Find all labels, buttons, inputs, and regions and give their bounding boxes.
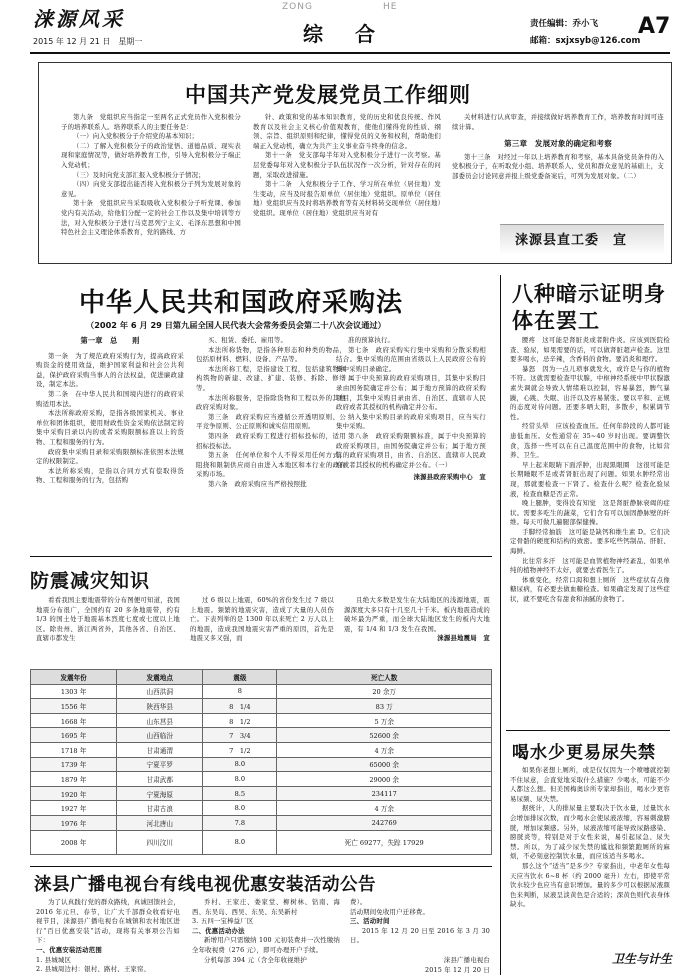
- article-1-col-3: 关材料进行认真审查，并接续做好培养教育工作，培养教育时间可连续计算。 第三章 发展对象的确定和考察 第十三条 对经过一年以上培养教育和考察，基本具备党员条件的入党积极分子，在听取党小组、培养联系人、党员和群众意见的基础上，支部委员会讨论同意并报上级党委备案后，可列为发展对象。（二）: [452, 113, 664, 180]
- article-3-source: 涞源县地震局 宣: [437, 634, 490, 643]
- email-label: 邮箱：sxjxsyb@126.com: [530, 36, 641, 46]
- article-3-col-3: 且绝大多数是发生在大陆地区的浅源地震，震源深度大多只有十几至几十千米。板内地震造成的破坏最为严重，而全球大陆地区发生的板内大地震，有 1/4 和 1/3 发生在我国。 涞源县地震局 宣: [344, 596, 490, 643]
- table-row: 1920 年 宁夏海原 8.5 234117: [31, 786, 492, 801]
- newspaper-title: 涞源风采: [33, 7, 125, 31]
- chapter-1-heading: 第一章 总 则: [80, 336, 140, 345]
- article-1-col-2: 针、政策和党的基本知识教育，党的历史和优良传统、作风教育以及社会主义核心价值观教育，使他们懂得党的性质、纲领、宗旨、组织原则和纪律，懂得党员的义务和权利，帮助他们端正入党动机，确立为共产主义事业奋斗终身的信念。 第十一条 党支部每半年对入党积极分子进行一次考察。基层党委每年对入党积极分子队伍状况作一次分析，针对存在的问题，采取改进措施。 第十二条 入党积极分子工作、学习所在单位（居住地）发生变动，应当及时报告原单位（居住地）党组织。原单位（居住地）党组织应当及时将培养教育等有关材料转交现单位（居住地）党组织。现单位（居住地）党组织应当对有: [253, 113, 441, 217]
- article-6-body: 如果你老想上厕所，或是仅仅因为一个喷嚏就控制不住尿意，会直觉地采取什么措施？少喝水，可能不少人都这么想。但美国梅奥诊所专家却指出，喝水少更容易尿频、尿失禁。 据统计，人的排尿量主要取决于饮水量，过量饮水会增加排尿次数，而少喝水会使尿液浓缩，容易刺激膀胱，增加尿频感。另外，尿液浓缩可能导致尿路感染、膀胱炎等，特别是对于女性来说，易引起尿急、尿失禁。所以，为了减少尿失禁的尴尬和频繁跑厕所的麻烦，不必刻意控制饮水量，而应该适当多喝水。 那么这个“适当”是多少？专家指出，中老年女性每天应当饮水 6~8 杯（约 2000 毫升）左右，即使平常饮水较少也应当有意识增加。量的多少可以根据尿液颜色来判断，尿液呈淡黄色是合适的；深黄色则代表身体缺水。: [510, 766, 670, 909]
- article-4-col-3: 费）。 活动期间免收用户迁移费。 三、活动时间 2015 年 12 月 20 日至 2016 年 3 月 30 日。 涞县广播电视台 2015 年 12 月 20 日: [350, 898, 490, 974]
- page-number: A7: [638, 14, 671, 39]
- col-magnitude: 震级: [203, 670, 277, 685]
- table-row: 1739 年 宁夏平罗 8.0 65000 余: [31, 757, 492, 772]
- article-2-subtitle: （2002 年 6 月 29 日第九届全国人民代表大会常务委员会第二十八次会议通过）: [86, 320, 386, 330]
- table-row: 1668 年 山东莒县 8 1/2 5 万余: [31, 713, 492, 728]
- col-deaths: 死亡人数: [277, 670, 492, 685]
- table-row: 1718 年 甘肃通渭 7 1/2 4 万余: [31, 742, 492, 757]
- table-row: 1556 年 陕西华县 8 1/4 83 万: [31, 699, 492, 714]
- article-3-col-1: 看看我国主要地震带的分布图便可知道，我国地震分布很广，全国约有 20 多条地震带，约有 1/3 的国土处于地震基本烈度七度或七度以上地区。除贵州、浙江两省外，其他各省、自治区、直辖市都发生: [36, 596, 180, 643]
- article-6-title: 喝水少更易尿失禁: [512, 743, 656, 763]
- article-5-title: 八种暗示证明身体在罢工: [512, 281, 666, 333]
- table-row: 1927 年 甘肃古浪 8.0 4 万余: [31, 801, 492, 816]
- table-row: 1303 年 山西洪洞 8 20 余万: [31, 684, 492, 699]
- table-row: 1976 年 河北唐山 7.8 242769: [31, 815, 492, 830]
- article-2-col-3: 准的预算执行。 第七条 政府采购实行集中采购和分散采购相结合。集中采购的范围由省级以上人民政府公布的集中采购目录确定。 属于中央预算的政府采购项目，其集中采购目录由国务院确定并公布；属于地方预算的政府采购项目，其集中采购目录由省、自治区、直辖市人民政府或者其授权的机构确定并公布。 纳入集中采购目录的政府采购项目，应当实行集中采购。 第八条 政府采购限额标准，属于中央预算的政府采购项目，由国务院确定并公布；属于地方预算的政府采购项目，由省、自治区、直辖市人民政府或者其授权的机构确定并公布。（一） 涞源县政府采购中心 宣: [336, 336, 486, 482]
- col-year: 发震年份: [31, 670, 117, 685]
- article-2-source: 涞源县政府采购中心 宣: [413, 473, 486, 482]
- article-2-title: 中华人民共和国政府采购法: [79, 288, 404, 318]
- chapter-3-heading: 第三章 发展对象的确定和考察: [504, 139, 612, 149]
- article-2-col-2: 买、租赁、委托、雇用等。 本法所称货物，是指各种形态和种类的物品，包括原材料、燃料、设备、产品等。 本法所称工程，是指建设工程，包括建筑物和构筑物的新建、改建、扩建、装修、拆除、修缮等。 本法所称服务，是指除货物和工程以外的其他政府采购对象。 第三条 政府采购应当遵循公开透明原则、公平竞争原则、公正原则和诚实信用原则。 第四条 政府采购工程进行招标投标的，适用招标投标法。 第五条 任何单位和个人不得采用任何方式，阻挠和限制供应商自由进入本地区和本行业的政府采购市场。 第六条 政府采购应当严格按照批: [196, 336, 346, 488]
- article-1-source: 涞源县直工委 宣: [515, 233, 628, 248]
- article-3-title: 防震减灾知识: [30, 570, 151, 592]
- editor-label: 责任编辑：乔小飞: [530, 19, 599, 29]
- zong-label: ZONG: [282, 2, 313, 12]
- he-label: HE: [383, 2, 398, 12]
- article-3-col-2: 过 6 级以上地震，60%的省份发生过 7 级以上地震。频繁的地震灾害，造成了大量的人员伤亡。下表列举的是 1300 年以来死亡 2 万人以上的地震，造成我国地震灾害严重的原因，首先是地震又多又强，而: [190, 596, 334, 643]
- article-4-col-2: 乔村、王家庄、娄家堂、柳树林、钻南、海西、东吴岛、西吴、东吴、东吴新村 3. 五四一宝棒益厂区 二、优惠活动办法 新增用户只需缴纳 100 元初装费并一次性缴纳全年收视费（276 元），即可办理开户手续。 分机每部 394 元（含全年收视维护: [192, 898, 340, 964]
- article-4-title: 涞县广播电视台有线电视优惠安装活动公告: [34, 875, 376, 895]
- article-4-col-1: 为了认真践行党的群众路线，真诚回馈社会，2016 年元旦、春节，让广大千部群众收看好电视节目，涞源县广播电视台在城镇和农村地区进行“百日优惠安装”活动，现将有关事项公告如下： 一、优惠安装活动范围 1. 县城城区 2. 县城周边村：银村、路村、王家窑、: [36, 898, 180, 974]
- issue-date: 2015 年 12 月 21 日 星期一: [33, 37, 143, 46]
- article-2-col-1: 第一章 总 则 第一条 为了规范政府采购行为，提高政府采购资金的使用效益，维护国家利益和社会公共利益，保护政府采购当事人的合法权益，促进廉政建设，制定本法。 第二条 在中华人民共和国境内进行的政府采购适用本法。 本法所称政府采购，是指各级国家机关、事业单位和团体组织，使用财政性资金采购依法制定的集中采购目录以内的或者采购限额标准以上的货物、工程和服务的行为。 政府集中采购目录和采购限额标准依照本法规定的权限制定。 本法所称采购，是指以合同方式有偿取得货物、工程和服务的行为，包括购: [36, 336, 184, 485]
- section-title: 综 合: [303, 22, 381, 46]
- masthead: [0, 0, 700, 62]
- article-1-col-1: 第九条 党组织应当指定一至两名正式党员作入党积极分子的培养联系人。培养联系人的主要任务是： （一）向入党积极分子介绍党的基本知识； （二）了解入党积极分子的政治觉悟、道德品质、现实表现和家庭情况等，做好培养教育工作，引导入党积极分子端正入党动机； （三）及时向党支部汇报入党积极分子情况； （四）向党支部提出能否将入党积极分子列为发展对象的意见。 第十条 党组织应当采取吸收入党积极分子听党课、参加党内有关活动，给他们分配一定的社会工作以及集中培训等方法，对入党积极分子进行马克思列宁主义、毛泽东思想和中国特色社会主义理论体系教育，党的路线、方: [61, 113, 241, 237]
- col-place: 发震地点: [117, 670, 203, 685]
- health-column-stamp-text: 卫生与计生: [612, 952, 673, 966]
- table-row: 2008 年 四川汶川 8.0 死亡 69277，失踪 17929: [31, 830, 492, 854]
- table-row: 1695 年 山西临汾 7 3/4 52600 余: [31, 728, 492, 743]
- article-1-title: 中国共产党发展党员工作细则: [185, 82, 471, 107]
- earthquake-table: [30, 669, 492, 855]
- table-row: 1879 年 甘肃武都 8.0 29000 余: [31, 772, 492, 787]
- article-5-body: 腰疼 这可能是肾脏炎或者附件炎。应该到医院检查、验尿，如果需要的话，可以做肾脏超声检查。这里要多喝水，忌辛辣，含香料的食物。要消炎和理疗。 暴怒 因为一点儿琐事就发火，或许是与你的植物不符。这就需要检查甲状腺，中枢神经系统中甲状腺激素失调就会导致人情绪难以控制，容易暴怒，脾气暴躁，心跳、失眠、出汗以及容易紧张。要以平和、正规的态度对待问题。还要多晒太阳，多散步，积累调节性。 经常头晕 应该检查血压。任何年龄段的人都可能患低血压。女性通常在 35~40 岁时出现。要调整饮食，选择一些可以在自己温度范围中的食物，比如营养、卫生。 早上起来眼睛下面浮肿，出现黑眼圈 这很可能是长期睡眠不足或者肾脏出现了问题。如果水肿经常出现，那就要检查一下肾了。检查什么呢？检查化验尿液，检查血糖是否正常。 晚上腿肿，变得没有知觉 这是肾脏静脉衰竭的症状。需要多吃生的蔬菜，它们含有可以加固静脉壁的纤维。每天可做几遍腿部保健操。 手脚经常抽筋 这可能是缺钙和维生素 D。它们决定骨骼的硬度和结构的致密。要多吃些钙制品、肝脏、海鲜。 比往常多汗 这可能是血管植物神经紊乱，如果单纯的植物神经不太好，就要去看医生了。 体重变化，经常口渴和想上厕所 这些症状有点像糖尿病，有必要去做血糖检查。如果确定发现了这些症状，就不要吃含有甜食和油腻的食物了。: [510, 336, 670, 604]
